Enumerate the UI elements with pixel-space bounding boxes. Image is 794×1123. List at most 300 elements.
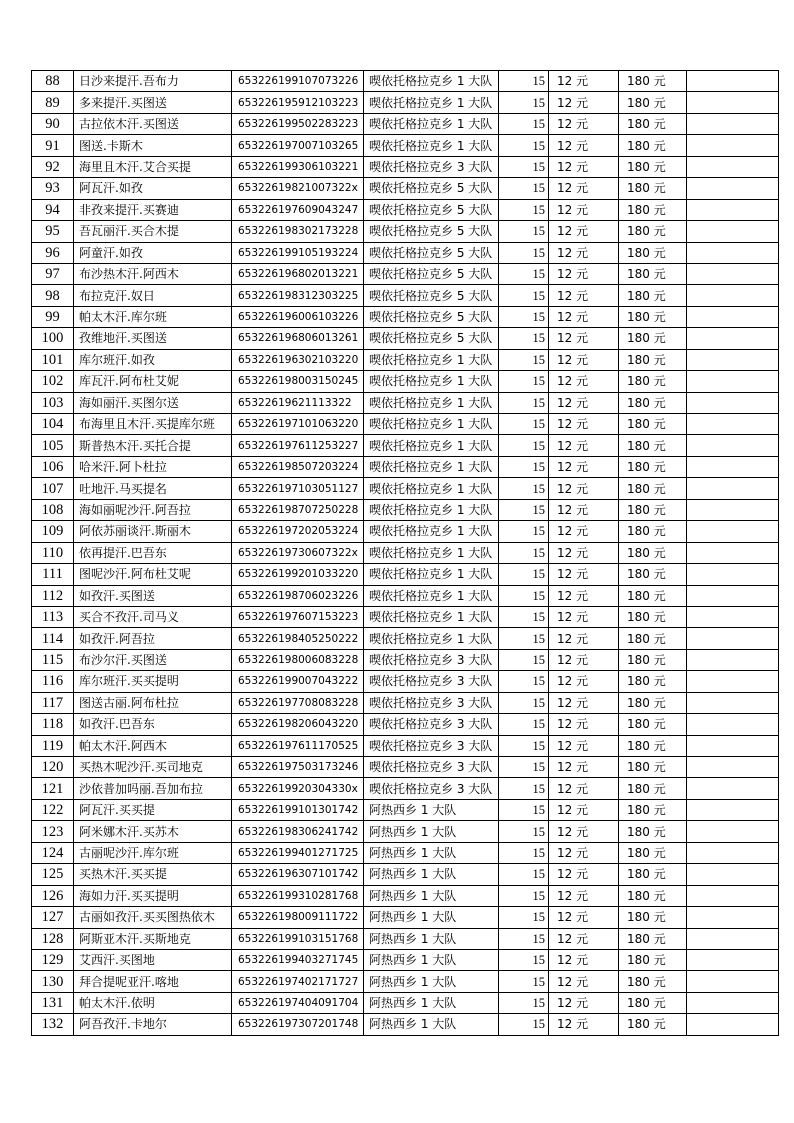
recipient-name-cell: 如孜汗.阿吾拉 [74, 628, 232, 649]
table-row [32, 371, 779, 392]
remarks-cell [687, 864, 779, 885]
id-number-cell: 653226197611170525 [232, 735, 364, 756]
table-row [32, 757, 779, 778]
recipient-name-cell: 布沙热木汗.阿西木 [74, 263, 232, 284]
recipient-name-cell: 古拉依木汗.买图送 [74, 113, 232, 134]
remarks-cell [687, 263, 779, 284]
total-amount-cell: 180 元 [619, 156, 687, 177]
quantity-cell: 15 [499, 885, 549, 906]
quantity-cell: 15 [499, 285, 549, 306]
recipient-name-cell: 日沙来提汗.吾布力 [74, 71, 232, 92]
row-number-cell: 94 [32, 199, 74, 220]
remarks-cell [687, 92, 779, 113]
remarks-cell [687, 992, 779, 1013]
row-number-cell: 109 [32, 521, 74, 542]
table-row [32, 585, 779, 606]
table-row [32, 478, 779, 499]
id-number-cell: 653226197404091704 [232, 992, 364, 1013]
recipient-name-cell: 帕太木汗.依明 [74, 992, 232, 1013]
address-cell: 喫依托格拉克乡 5 大队 [364, 242, 499, 263]
unit-price-cell: 12 元 [549, 542, 619, 563]
address-cell: 喫依托格拉克乡 5 大队 [364, 285, 499, 306]
address-cell: 阿热西乡 1 大队 [364, 885, 499, 906]
address-cell: 阿热西乡 1 大队 [364, 821, 499, 842]
remarks-cell [687, 113, 779, 134]
total-amount-cell: 180 元 [619, 799, 687, 820]
unit-price-cell: 12 元 [549, 628, 619, 649]
table-row [32, 113, 779, 134]
total-amount-cell: 180 元 [619, 285, 687, 306]
remarks-cell [687, 499, 779, 520]
row-number-cell: 116 [32, 671, 74, 692]
total-amount-cell: 180 元 [619, 992, 687, 1013]
id-number-cell: 653226198706023226 [232, 585, 364, 606]
address-cell: 喫依托格拉克乡 1 大队 [364, 478, 499, 499]
recipient-name-cell: 图送古丽.阿布杜拉 [74, 692, 232, 713]
remarks-cell [687, 757, 779, 778]
table-row [32, 328, 779, 349]
quantity-cell: 15 [499, 671, 549, 692]
row-number-cell: 115 [32, 649, 74, 670]
row-number-cell: 100 [32, 328, 74, 349]
table-row [32, 735, 779, 756]
id-number-cell: 653226195912103223 [232, 92, 364, 113]
total-amount-cell: 180 元 [619, 885, 687, 906]
address-cell: 阿热西乡 1 大队 [364, 928, 499, 949]
quantity-cell: 15 [499, 1014, 549, 1035]
row-number-cell: 125 [32, 864, 74, 885]
row-number-cell: 90 [32, 113, 74, 134]
table-row [32, 456, 779, 477]
remarks-cell [687, 714, 779, 735]
recipient-name-cell: 如孜汗.巴吾东 [74, 714, 232, 735]
unit-price-cell: 12 元 [549, 392, 619, 413]
quantity-cell: 15 [499, 135, 549, 156]
total-amount-cell: 180 元 [619, 971, 687, 992]
remarks-cell [687, 649, 779, 670]
table-row [32, 349, 779, 370]
table-row [32, 263, 779, 284]
table-row [32, 499, 779, 520]
remarks-cell [687, 349, 779, 370]
remarks-cell [687, 606, 779, 627]
id-number-cell: 653226198006083228 [232, 649, 364, 670]
quantity-cell: 15 [499, 842, 549, 863]
id-number-cell: 653226198405250222 [232, 628, 364, 649]
unit-price-cell: 12 元 [549, 885, 619, 906]
id-number-cell: 653226199103151768 [232, 928, 364, 949]
quantity-cell: 15 [499, 992, 549, 1013]
remarks-cell [687, 521, 779, 542]
table-row [32, 242, 779, 263]
table-row [32, 649, 779, 670]
quantity-cell: 15 [499, 564, 549, 585]
row-number-cell: 97 [32, 263, 74, 284]
recipient-name-cell: 阿米娜木汗.买苏木 [74, 821, 232, 842]
unit-price-cell: 12 元 [549, 714, 619, 735]
total-amount-cell: 180 元 [619, 113, 687, 134]
unit-price-cell: 12 元 [549, 564, 619, 585]
quantity-cell: 15 [499, 542, 549, 563]
unit-price-cell: 12 元 [549, 671, 619, 692]
total-amount-cell: 180 元 [619, 92, 687, 113]
remarks-cell [687, 371, 779, 392]
quantity-cell: 15 [499, 949, 549, 970]
address-cell: 喫依托格拉克乡 3 大队 [364, 757, 499, 778]
recipient-name-cell: 拜合提呢亚汗.喀地 [74, 971, 232, 992]
remarks-cell [687, 735, 779, 756]
id-number-cell: 653226198009111722 [232, 907, 364, 928]
table-row [32, 799, 779, 820]
id-number-cell: 653226198003150245 [232, 371, 364, 392]
total-amount-cell: 180 元 [619, 671, 687, 692]
quantity-cell: 15 [499, 113, 549, 134]
table-row [32, 885, 779, 906]
unit-price-cell: 12 元 [549, 907, 619, 928]
quantity-cell: 15 [499, 649, 549, 670]
table-row [32, 135, 779, 156]
total-amount-cell: 180 元 [619, 221, 687, 242]
total-amount-cell: 180 元 [619, 521, 687, 542]
remarks-cell [687, 628, 779, 649]
unit-price-cell: 12 元 [549, 778, 619, 799]
address-cell: 喫依托格拉克乡 5 大队 [364, 221, 499, 242]
recipient-name-cell: 买合不孜汗.司马义 [74, 606, 232, 627]
id-number-cell: 653226197611253227 [232, 435, 364, 456]
total-amount-cell: 180 元 [619, 778, 687, 799]
row-number-cell: 128 [32, 928, 74, 949]
recipient-name-cell: 阿依苏丽谈汗.斯丽木 [74, 521, 232, 542]
table-row [32, 628, 779, 649]
address-cell: 喫依托格拉克乡 3 大队 [364, 671, 499, 692]
id-number-cell: 653226197007103265 [232, 135, 364, 156]
total-amount-cell: 180 元 [619, 714, 687, 735]
row-number-cell: 123 [32, 821, 74, 842]
total-amount-cell: 180 元 [619, 392, 687, 413]
remarks-cell [687, 478, 779, 499]
id-number-cell: 653226197307201748 [232, 1014, 364, 1035]
id-number-cell: 653226198302173228 [232, 221, 364, 242]
unit-price-cell: 12 元 [549, 992, 619, 1013]
unit-price-cell: 12 元 [549, 864, 619, 885]
quantity-cell: 15 [499, 714, 549, 735]
remarks-cell [687, 821, 779, 842]
total-amount-cell: 180 元 [619, 649, 687, 670]
unit-price-cell: 12 元 [549, 842, 619, 863]
address-cell: 阿热西乡 1 大队 [364, 949, 499, 970]
row-number-cell: 89 [32, 92, 74, 113]
row-number-cell: 112 [32, 585, 74, 606]
address-cell: 喫依托格拉克乡 1 大队 [364, 499, 499, 520]
table-row [32, 435, 779, 456]
recipient-name-cell: 库尔班汗.如孜 [74, 349, 232, 370]
recipient-name-cell: 布沙尔汗.买图送 [74, 649, 232, 670]
quantity-cell: 15 [499, 692, 549, 713]
quantity-cell: 15 [499, 199, 549, 220]
address-cell: 喫依托格拉克乡 1 大队 [364, 392, 499, 413]
row-number-cell: 95 [32, 221, 74, 242]
unit-price-cell: 12 元 [549, 735, 619, 756]
table-row [32, 521, 779, 542]
remarks-cell [687, 456, 779, 477]
table-row [32, 414, 779, 435]
recipient-name-cell: 阿瓦汗.如孜 [74, 178, 232, 199]
recipient-name-cell: 库瓦汗.阿布杜艾妮 [74, 371, 232, 392]
quantity-cell: 15 [499, 799, 549, 820]
id-number-cell: 653226198306241742 [232, 821, 364, 842]
total-amount-cell: 180 元 [619, 242, 687, 263]
recipient-name-cell: 斯普热木汗.买托合提 [74, 435, 232, 456]
row-number-cell: 91 [32, 135, 74, 156]
row-number-cell: 105 [32, 435, 74, 456]
address-cell: 喫依托格拉克乡 1 大队 [364, 371, 499, 392]
unit-price-cell: 12 元 [549, 306, 619, 327]
row-number-cell: 93 [32, 178, 74, 199]
table-row [32, 821, 779, 842]
remarks-cell [687, 885, 779, 906]
total-amount-cell: 180 元 [619, 178, 687, 199]
table-row [32, 392, 779, 413]
row-number-cell: 124 [32, 842, 74, 863]
unit-price-cell: 12 元 [549, 135, 619, 156]
id-number-cell: 653226198707250228 [232, 499, 364, 520]
recipient-name-cell: 阿吾孜汗.卡地尔 [74, 1014, 232, 1035]
recipient-name-cell: 艾西汗.买图地 [74, 949, 232, 970]
row-number-cell: 132 [32, 1014, 74, 1035]
recipient-name-cell: 阿斯亚木汗.买斯地克 [74, 928, 232, 949]
recipient-name-cell: 古丽呢沙汗.库尔班 [74, 842, 232, 863]
address-cell: 喫依托格拉克乡 1 大队 [364, 71, 499, 92]
table-row [32, 156, 779, 177]
address-cell: 喫依托格拉克乡 5 大队 [364, 199, 499, 220]
unit-price-cell: 12 元 [549, 199, 619, 220]
quantity-cell: 15 [499, 349, 549, 370]
id-number-cell: 653226197609043247 [232, 199, 364, 220]
id-number-cell: 653226196006103226 [232, 306, 364, 327]
recipient-name-cell: 吐地汗.马买提名 [74, 478, 232, 499]
row-number-cell: 129 [32, 949, 74, 970]
unit-price-cell: 12 元 [549, 499, 619, 520]
address-cell: 阿热西乡 1 大队 [364, 799, 499, 820]
unit-price-cell: 12 元 [549, 263, 619, 284]
recipient-name-cell: 图呢沙汗.阿布杜艾呢 [74, 564, 232, 585]
total-amount-cell: 180 元 [619, 928, 687, 949]
table-row [32, 992, 779, 1013]
quantity-cell: 15 [499, 628, 549, 649]
recipient-name-cell: 布海里且木汗.买提库尔班 [74, 414, 232, 435]
total-amount-cell: 180 元 [619, 1014, 687, 1035]
quantity-cell: 15 [499, 971, 549, 992]
table-row [32, 692, 779, 713]
remarks-cell [687, 221, 779, 242]
total-amount-cell: 180 元 [619, 371, 687, 392]
quantity-cell: 15 [499, 92, 549, 113]
row-number-cell: 110 [32, 542, 74, 563]
table-row [32, 864, 779, 885]
row-number-cell: 102 [32, 371, 74, 392]
unit-price-cell: 12 元 [549, 585, 619, 606]
id-number-cell: 653226198507203224 [232, 456, 364, 477]
quantity-cell: 15 [499, 585, 549, 606]
quantity-cell: 15 [499, 821, 549, 842]
recipient-name-cell: 帕太木汗.阿西木 [74, 735, 232, 756]
recipient-name-cell: 海里且木汗.艾合买提 [74, 156, 232, 177]
address-cell: 喫依托格拉克乡 1 大队 [364, 414, 499, 435]
row-number-cell: 119 [32, 735, 74, 756]
row-number-cell: 98 [32, 285, 74, 306]
table-row [32, 949, 779, 970]
row-number-cell: 113 [32, 606, 74, 627]
remarks-cell [687, 585, 779, 606]
id-number-cell: 653226196802013221 [232, 263, 364, 284]
address-cell: 喫依托格拉克乡 1 大队 [364, 113, 499, 134]
total-amount-cell: 180 元 [619, 585, 687, 606]
recipient-name-cell: 多来提汗.买图送 [74, 92, 232, 113]
table-row [32, 221, 779, 242]
recipient-name-cell: 沙依普加吗丽.吾加布拉 [74, 778, 232, 799]
row-number-cell: 104 [32, 414, 74, 435]
row-number-cell: 108 [32, 499, 74, 520]
quantity-cell: 15 [499, 156, 549, 177]
table-row [32, 1014, 779, 1035]
row-number-cell: 127 [32, 907, 74, 928]
row-number-cell: 117 [32, 692, 74, 713]
row-number-cell: 106 [32, 456, 74, 477]
total-amount-cell: 180 元 [619, 499, 687, 520]
remarks-cell [687, 1014, 779, 1035]
id-number-cell: 653226199502283223 [232, 113, 364, 134]
address-cell: 喫依托格拉克乡 5 大队 [364, 178, 499, 199]
remarks-cell [687, 842, 779, 863]
unit-price-cell: 12 元 [549, 971, 619, 992]
address-cell: 喫依托格拉克乡 5 大队 [364, 328, 499, 349]
total-amount-cell: 180 元 [619, 564, 687, 585]
remarks-cell [687, 971, 779, 992]
id-number-cell: 653226197402171727 [232, 971, 364, 992]
id-number-cell: 65322619821007322x [232, 178, 364, 199]
row-number-cell: 114 [32, 628, 74, 649]
quantity-cell: 15 [499, 414, 549, 435]
unit-price-cell: 12 元 [549, 328, 619, 349]
id-number-cell: 653226199101301742 [232, 799, 364, 820]
address-cell: 喫依托格拉克乡 3 大队 [364, 778, 499, 799]
id-number-cell: 653226198312303225 [232, 285, 364, 306]
total-amount-cell: 180 元 [619, 864, 687, 885]
unit-price-cell: 12 元 [549, 371, 619, 392]
remarks-cell [687, 799, 779, 820]
unit-price-cell: 12 元 [549, 949, 619, 970]
quantity-cell: 15 [499, 735, 549, 756]
address-cell: 喫依托格拉克乡 1 大队 [364, 435, 499, 456]
unit-price-cell: 12 元 [549, 478, 619, 499]
id-number-cell: 653226199105193224 [232, 242, 364, 263]
unit-price-cell: 12 元 [549, 692, 619, 713]
total-amount-cell: 180 元 [619, 328, 687, 349]
table-row [32, 564, 779, 585]
row-number-cell: 96 [32, 242, 74, 263]
table-row [32, 71, 779, 92]
address-cell: 喫依托格拉克乡 3 大队 [364, 649, 499, 670]
address-cell: 喫依托格拉克乡 3 大队 [364, 692, 499, 713]
row-number-cell: 131 [32, 992, 74, 1013]
total-amount-cell: 180 元 [619, 199, 687, 220]
address-cell: 喫依托格拉克乡 3 大队 [364, 714, 499, 735]
unit-price-cell: 12 元 [549, 113, 619, 134]
recipient-name-cell: 海如力汗.买买提明 [74, 885, 232, 906]
quantity-cell: 15 [499, 499, 549, 520]
row-number-cell: 111 [32, 564, 74, 585]
id-number-cell: 653226196302103220 [232, 349, 364, 370]
table-row [32, 285, 779, 306]
id-number-cell: 65322619730607322x [232, 542, 364, 563]
unit-price-cell: 12 元 [549, 242, 619, 263]
remarks-cell [687, 135, 779, 156]
quantity-cell: 15 [499, 521, 549, 542]
unit-price-cell: 12 元 [549, 928, 619, 949]
unit-price-cell: 12 元 [549, 606, 619, 627]
unit-price-cell: 12 元 [549, 649, 619, 670]
address-cell: 喫依托格拉克乡 1 大队 [364, 456, 499, 477]
remarks-cell [687, 414, 779, 435]
quantity-cell: 15 [499, 478, 549, 499]
unit-price-cell: 12 元 [549, 92, 619, 113]
table-row [32, 306, 779, 327]
recipient-name-cell: 哈米汗.阿卜杜拉 [74, 456, 232, 477]
table-row [32, 542, 779, 563]
row-number-cell: 126 [32, 885, 74, 906]
quantity-cell: 15 [499, 263, 549, 284]
quantity-cell: 15 [499, 221, 549, 242]
unit-price-cell: 12 元 [549, 1014, 619, 1035]
total-amount-cell: 180 元 [619, 306, 687, 327]
total-amount-cell: 180 元 [619, 542, 687, 563]
address-cell: 阿热西乡 1 大队 [364, 907, 499, 928]
quantity-cell: 15 [499, 71, 549, 92]
table-row [32, 842, 779, 863]
total-amount-cell: 180 元 [619, 842, 687, 863]
address-cell: 喫依托格拉克乡 1 大队 [364, 564, 499, 585]
quantity-cell: 15 [499, 864, 549, 885]
quantity-cell: 15 [499, 606, 549, 627]
remarks-cell [687, 392, 779, 413]
table-row [32, 671, 779, 692]
unit-price-cell: 12 元 [549, 456, 619, 477]
total-amount-cell: 180 元 [619, 821, 687, 842]
address-cell: 喫依托格拉克乡 1 大队 [364, 135, 499, 156]
recipient-name-cell: 阿童汗.如孜 [74, 242, 232, 263]
id-number-cell: 653226197202053224 [232, 521, 364, 542]
recipient-name-cell: 孜维地汗.买图送 [74, 328, 232, 349]
address-cell: 阿热西乡 1 大队 [364, 971, 499, 992]
address-cell: 喫依托格拉克乡 1 大队 [364, 628, 499, 649]
id-number-cell: 653226199401271725 [232, 842, 364, 863]
id-number-cell: 653226197101063220 [232, 414, 364, 435]
id-number-cell: 653226197103051127 [232, 478, 364, 499]
row-number-cell: 118 [32, 714, 74, 735]
unit-price-cell: 12 元 [549, 349, 619, 370]
recipient-name-cell: 古丽如孜汗.买买图热依木 [74, 907, 232, 928]
id-number-cell: 653226198206043220 [232, 714, 364, 735]
total-amount-cell: 180 元 [619, 349, 687, 370]
table-row [32, 199, 779, 220]
row-number-cell: 120 [32, 757, 74, 778]
remarks-cell [687, 949, 779, 970]
id-number-cell: 653226197708083228 [232, 692, 364, 713]
id-number-cell: 653226199201033220 [232, 564, 364, 585]
unit-price-cell: 12 元 [549, 71, 619, 92]
id-number-cell: 653226197607153223 [232, 606, 364, 627]
row-number-cell: 122 [32, 799, 74, 820]
